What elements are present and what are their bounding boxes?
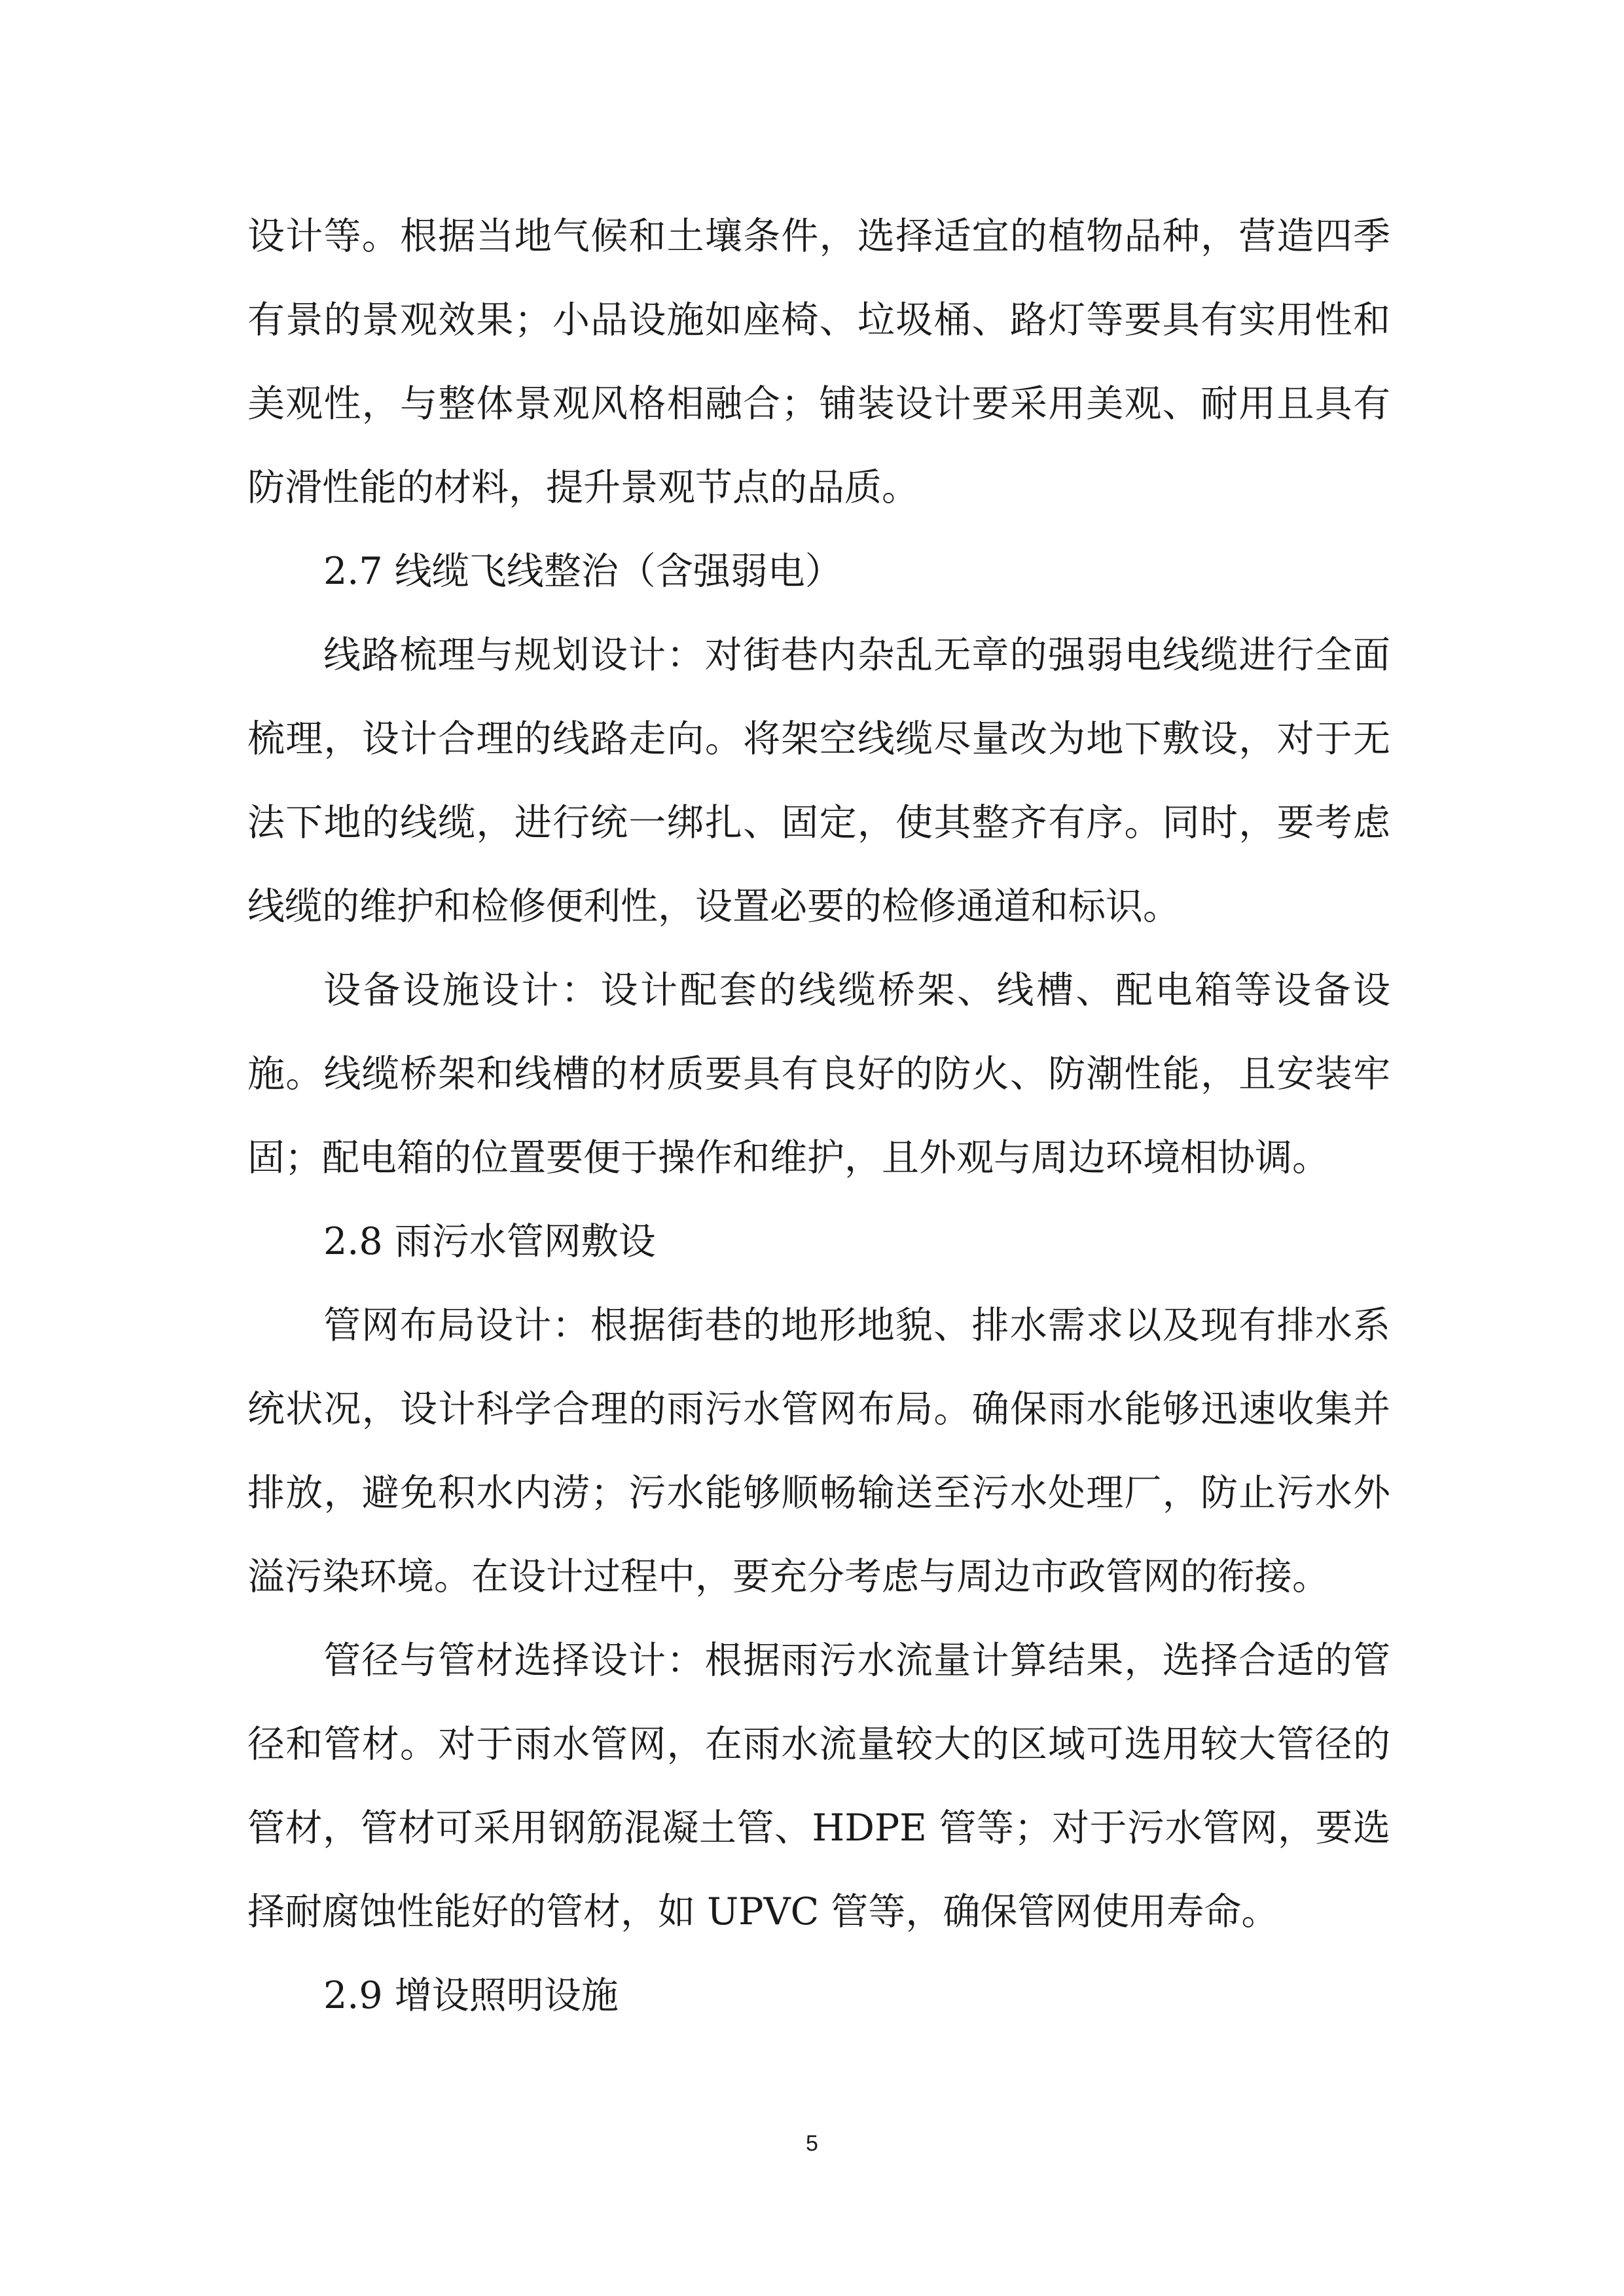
section-heading-2-7: 2.7 线缆飞线整治（含强弱电） [323,550,842,593]
paragraph-line-planning: 线路梳理与规划设计：对街巷内杂乱无章的强弱电线缆进行全面梳理，设计合理的线路走向。将架空线缆尽量改为地下敷设，对于无法下地的线缆，进行统一绑扎、固定，使其整齐有序。同时，要考虑线缆的维护和检修便利性，设置必要的检修通道和标识。 [247,634,1390,928]
paragraph-network-layout: 管网布局设计：根据街巷的地形地貌、排水需求以及现有排水系统状况，设计科学合理的雨污水管网布局。确保雨水能够迅速收集并排放，避免积水内涝；污水能够顺畅输送至污水处理厂，防止污水外溢污染环境。在设计过程中，要充分考虑与周边市政管网的衔接。 [247,1304,1390,1598]
section-heading-2-8: 2.8 雨污水管网敷设 [323,1220,656,1263]
page-number: 5 [806,2131,818,2156]
paragraph-equipment-design: 设备设施设计：设计配套的线缆桥架、线槽、配电箱等设备设施。线缆桥架和线槽的材质要具有良好的防火、防潮性能，且安装牢固；配电箱的位置要便于操作和维护，且外观与周边环境相协调。 [247,969,1390,1179]
paragraph-pipe-selection: 管径与管材选择设计：根据雨污水流量计算结果，选择合适的管径和管材。对于雨水管网，在雨水流量较大的区域可选用较大管径的管材，管材可采用钢筋混凝土管、HDPE 管等；对于污水管网，要选择耐腐蚀性能好的管材，如 UPVC 管等，确保管网使用寿命。 [247,1639,1390,1933]
section-heading-2-9: 2.9 增设照明设施 [323,1974,619,2017]
paragraph-landscape-design: 设计等。根据当地气候和土壤条件，选择适宜的植物品种，营造四季有景的景观效果；小品设施如座椅、垃圾桶、路灯等要具有实用性和美观性，与整体景观风格相融合；铺装设计要采用美观、耐用且具有防滑性能的材料，提升景观节点的品质。 [247,215,1390,509]
page-body [247,194,1390,2037]
